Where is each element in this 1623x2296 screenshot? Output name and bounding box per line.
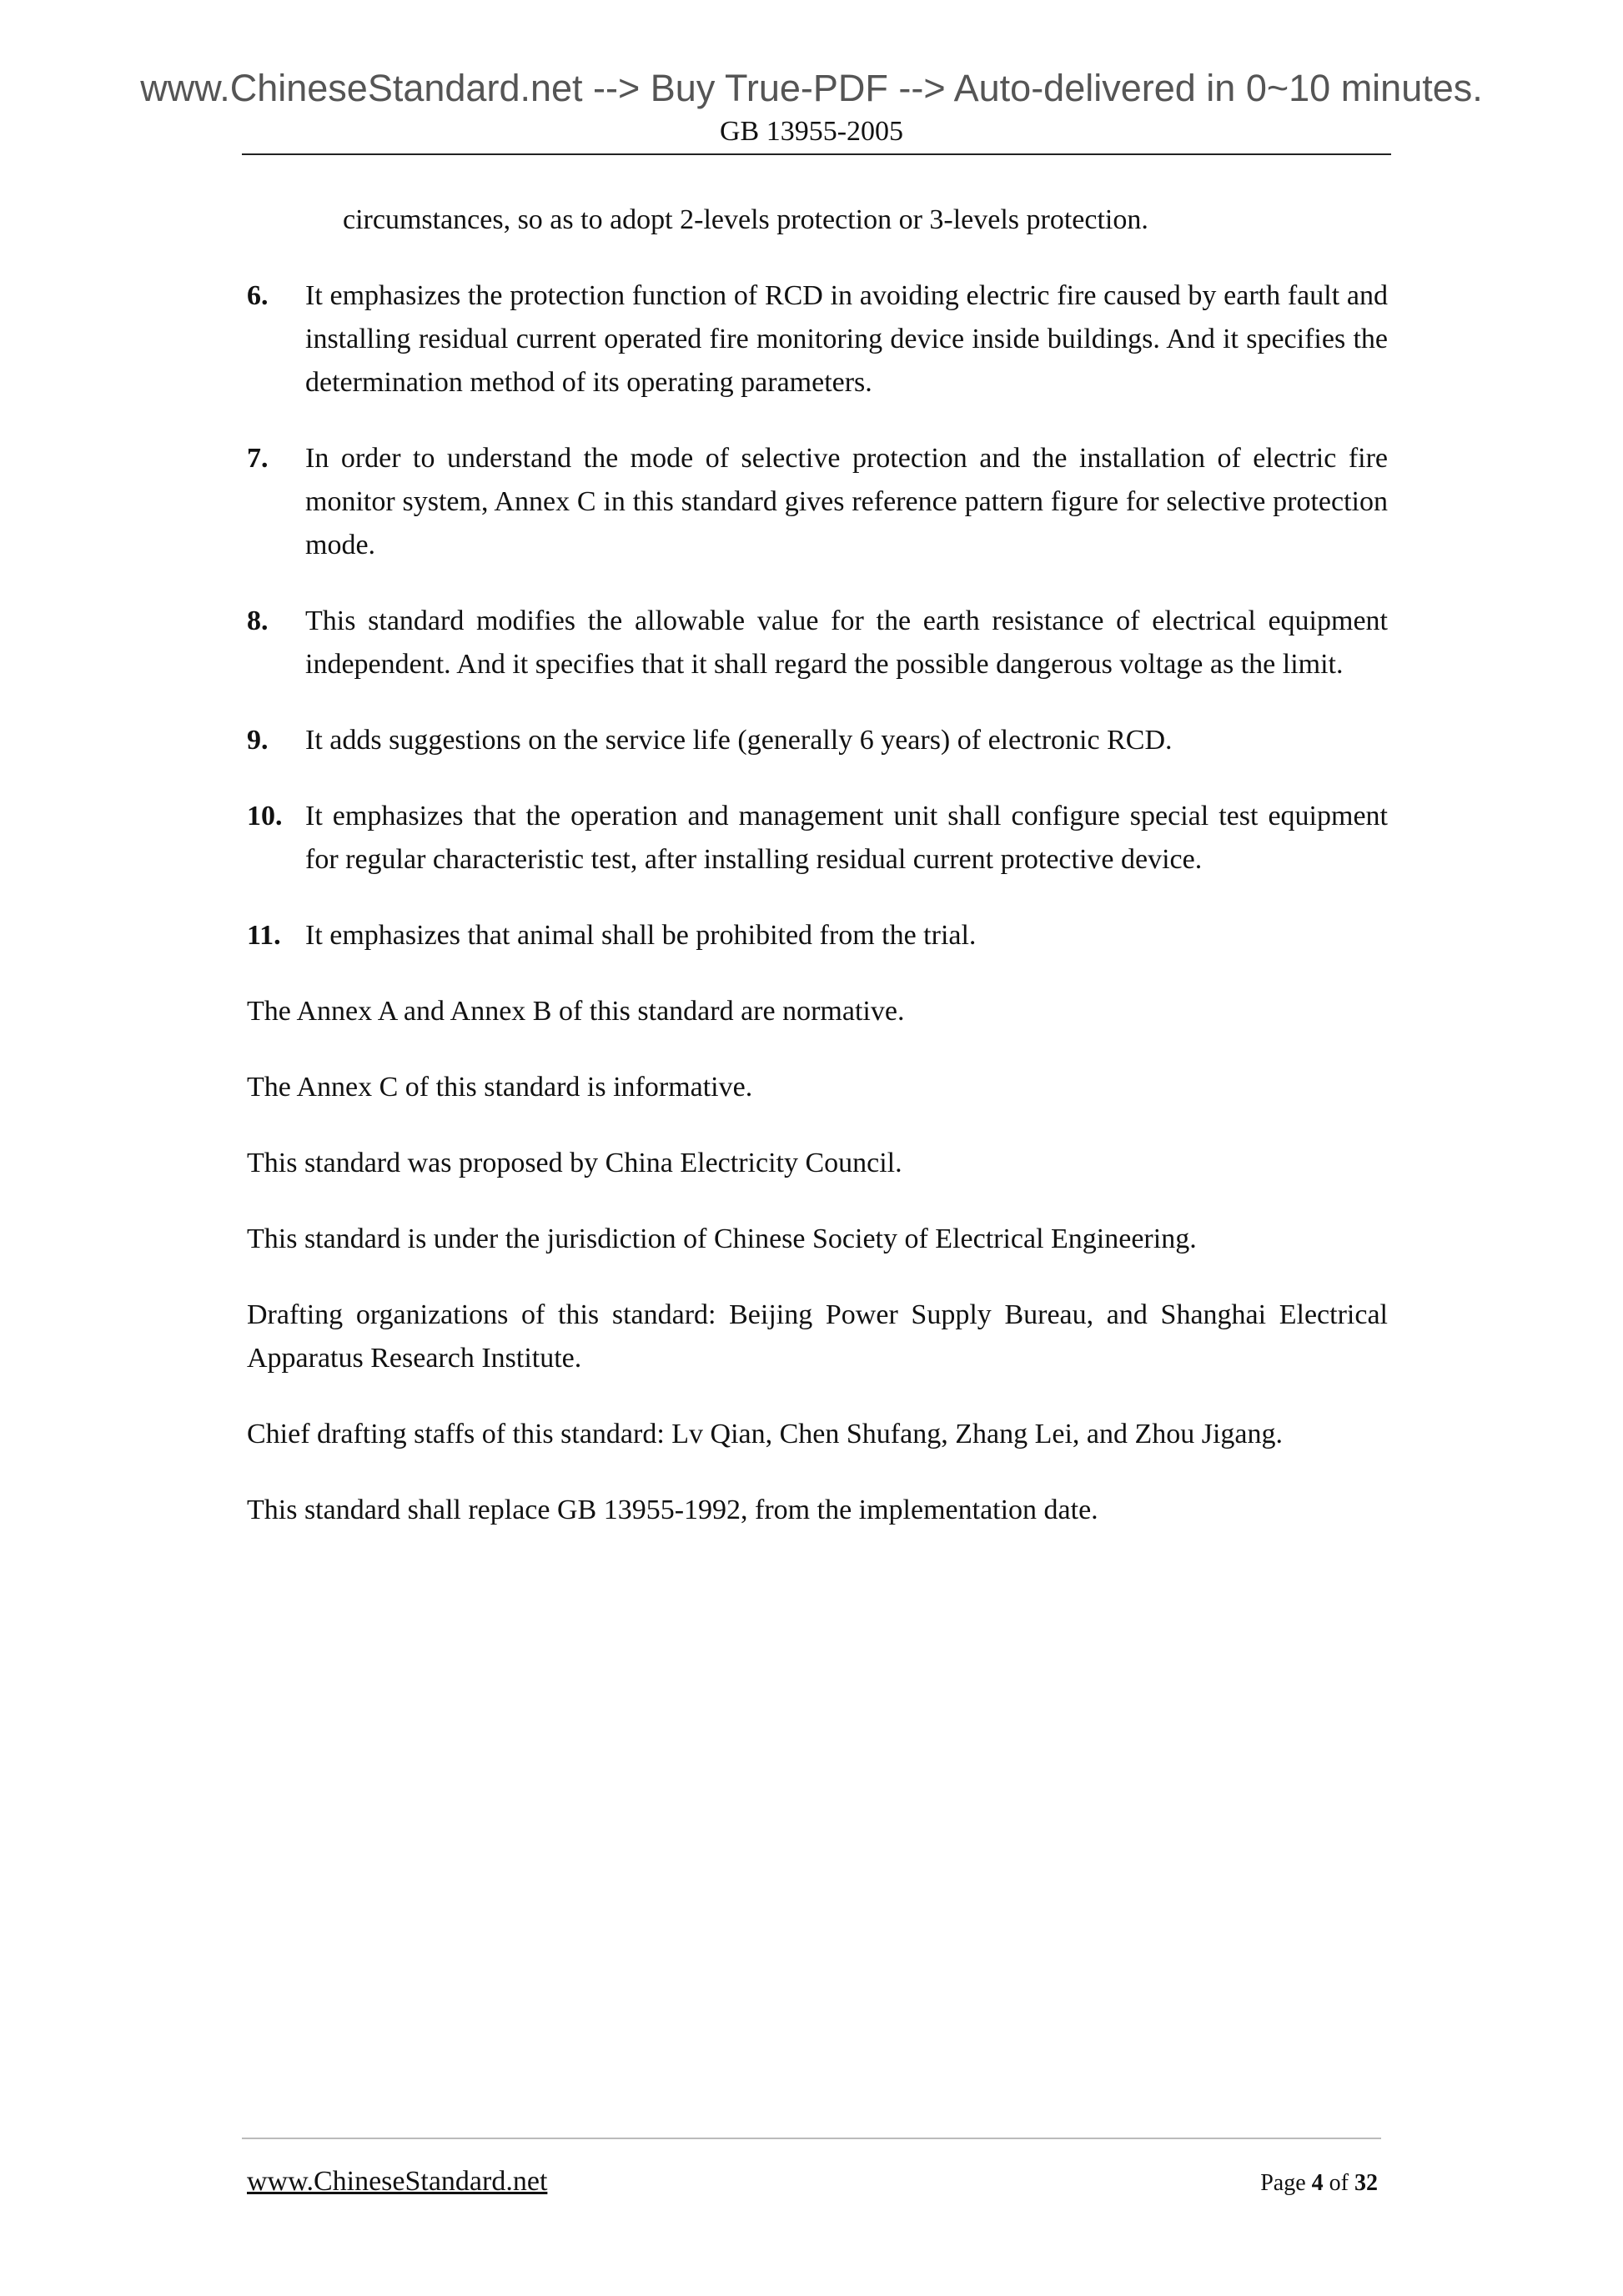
page-total: 32 bbox=[1354, 2170, 1378, 2196]
list-item-text: It adds suggestions on the service life (generally 6 years) of electronic RCD. bbox=[305, 725, 1173, 756]
list-item-text: This standard modifies the allowable value for the earth resistance of electrical equipment independent. And it specifies that it shall regard the possible dangerous voltage as the limit. bbox=[305, 605, 1388, 680]
list-item bbox=[247, 274, 1388, 404]
page-current: 4 bbox=[1311, 2170, 1324, 2196]
list-item bbox=[247, 795, 1388, 882]
annex-normative-paragraph: The Annex A and Annex B of this standard are normative. bbox=[247, 996, 905, 1027]
list-item bbox=[247, 437, 1388, 567]
footer-divider bbox=[242, 2138, 1381, 2139]
page-body bbox=[247, 198, 1388, 1565]
list-item-number: 9. bbox=[247, 725, 269, 756]
list-item bbox=[247, 914, 1388, 957]
site-banner[interactable]: www.ChineseStandard.net --> Buy True-PDF --> Auto-delivered in 0~10 minutes. bbox=[140, 67, 1483, 109]
list-item-number: 8. bbox=[247, 605, 269, 636]
list-item-number: 7. bbox=[247, 443, 269, 474]
list-item-text: It emphasizes that animal shall be prohibited from the trial. bbox=[305, 920, 977, 951]
list-item bbox=[247, 600, 1388, 686]
replacement-paragraph: This standard shall replace GB 13955-1992, from the implementation date. bbox=[247, 1495, 1098, 1525]
footer-site-link[interactable]: www.ChineseStandard.net bbox=[247, 2166, 548, 2197]
page-number bbox=[1260, 2167, 1378, 2200]
list-item-text: It emphasizes that the operation and management unit shall configure special test equipment for regular characteristic test, after installing residual current protective device. bbox=[305, 801, 1388, 875]
list-item-text: In order to understand the mode of selective protection and the installation of electric fire monitor system, Annex C in this standard gives reference pattern figure for selective protection mode. bbox=[305, 443, 1388, 560]
list-item-number: 10. bbox=[247, 801, 283, 831]
list-item bbox=[247, 719, 1388, 762]
continued-item-text: circumstances, so as to adopt 2-levels protection or 3-levels protection. bbox=[343, 204, 1148, 235]
page-of-label: of bbox=[1329, 2170, 1349, 2196]
list-item-number: 6. bbox=[247, 280, 269, 311]
proposer-paragraph: This standard was proposed by China Electricity Council. bbox=[247, 1148, 902, 1178]
list-item-number: 11. bbox=[247, 920, 281, 951]
drafting-organizations-paragraph: Drafting organizations of this standard: Beijing Power Supply Bureau, and Shanghai Electrical Apparatus Research Institute. bbox=[247, 1299, 1388, 1374]
annex-informative-paragraph: The Annex C of this standard is informative. bbox=[247, 1072, 753, 1103]
jurisdiction-paragraph: This standard is under the jurisdiction of Chinese Society of Electrical Engineering. bbox=[247, 1223, 1197, 1254]
page-label: Page bbox=[1260, 2170, 1306, 2196]
document-code: GB 13955-2005 bbox=[719, 116, 904, 147]
list-item-text: It emphasizes the protection function of RCD in avoiding electric fire caused by earth fault and installing residual current operated fire monitoring device inside buildings. And it specifies the determination method of its operating parameters. bbox=[305, 280, 1388, 398]
drafting-staff-paragraph: Chief drafting staffs of this standard: Lv Qian, Chen Shufang, Zhang Lei, and Zhou Jigang. bbox=[247, 1419, 1284, 1449]
header-divider bbox=[242, 153, 1391, 155]
